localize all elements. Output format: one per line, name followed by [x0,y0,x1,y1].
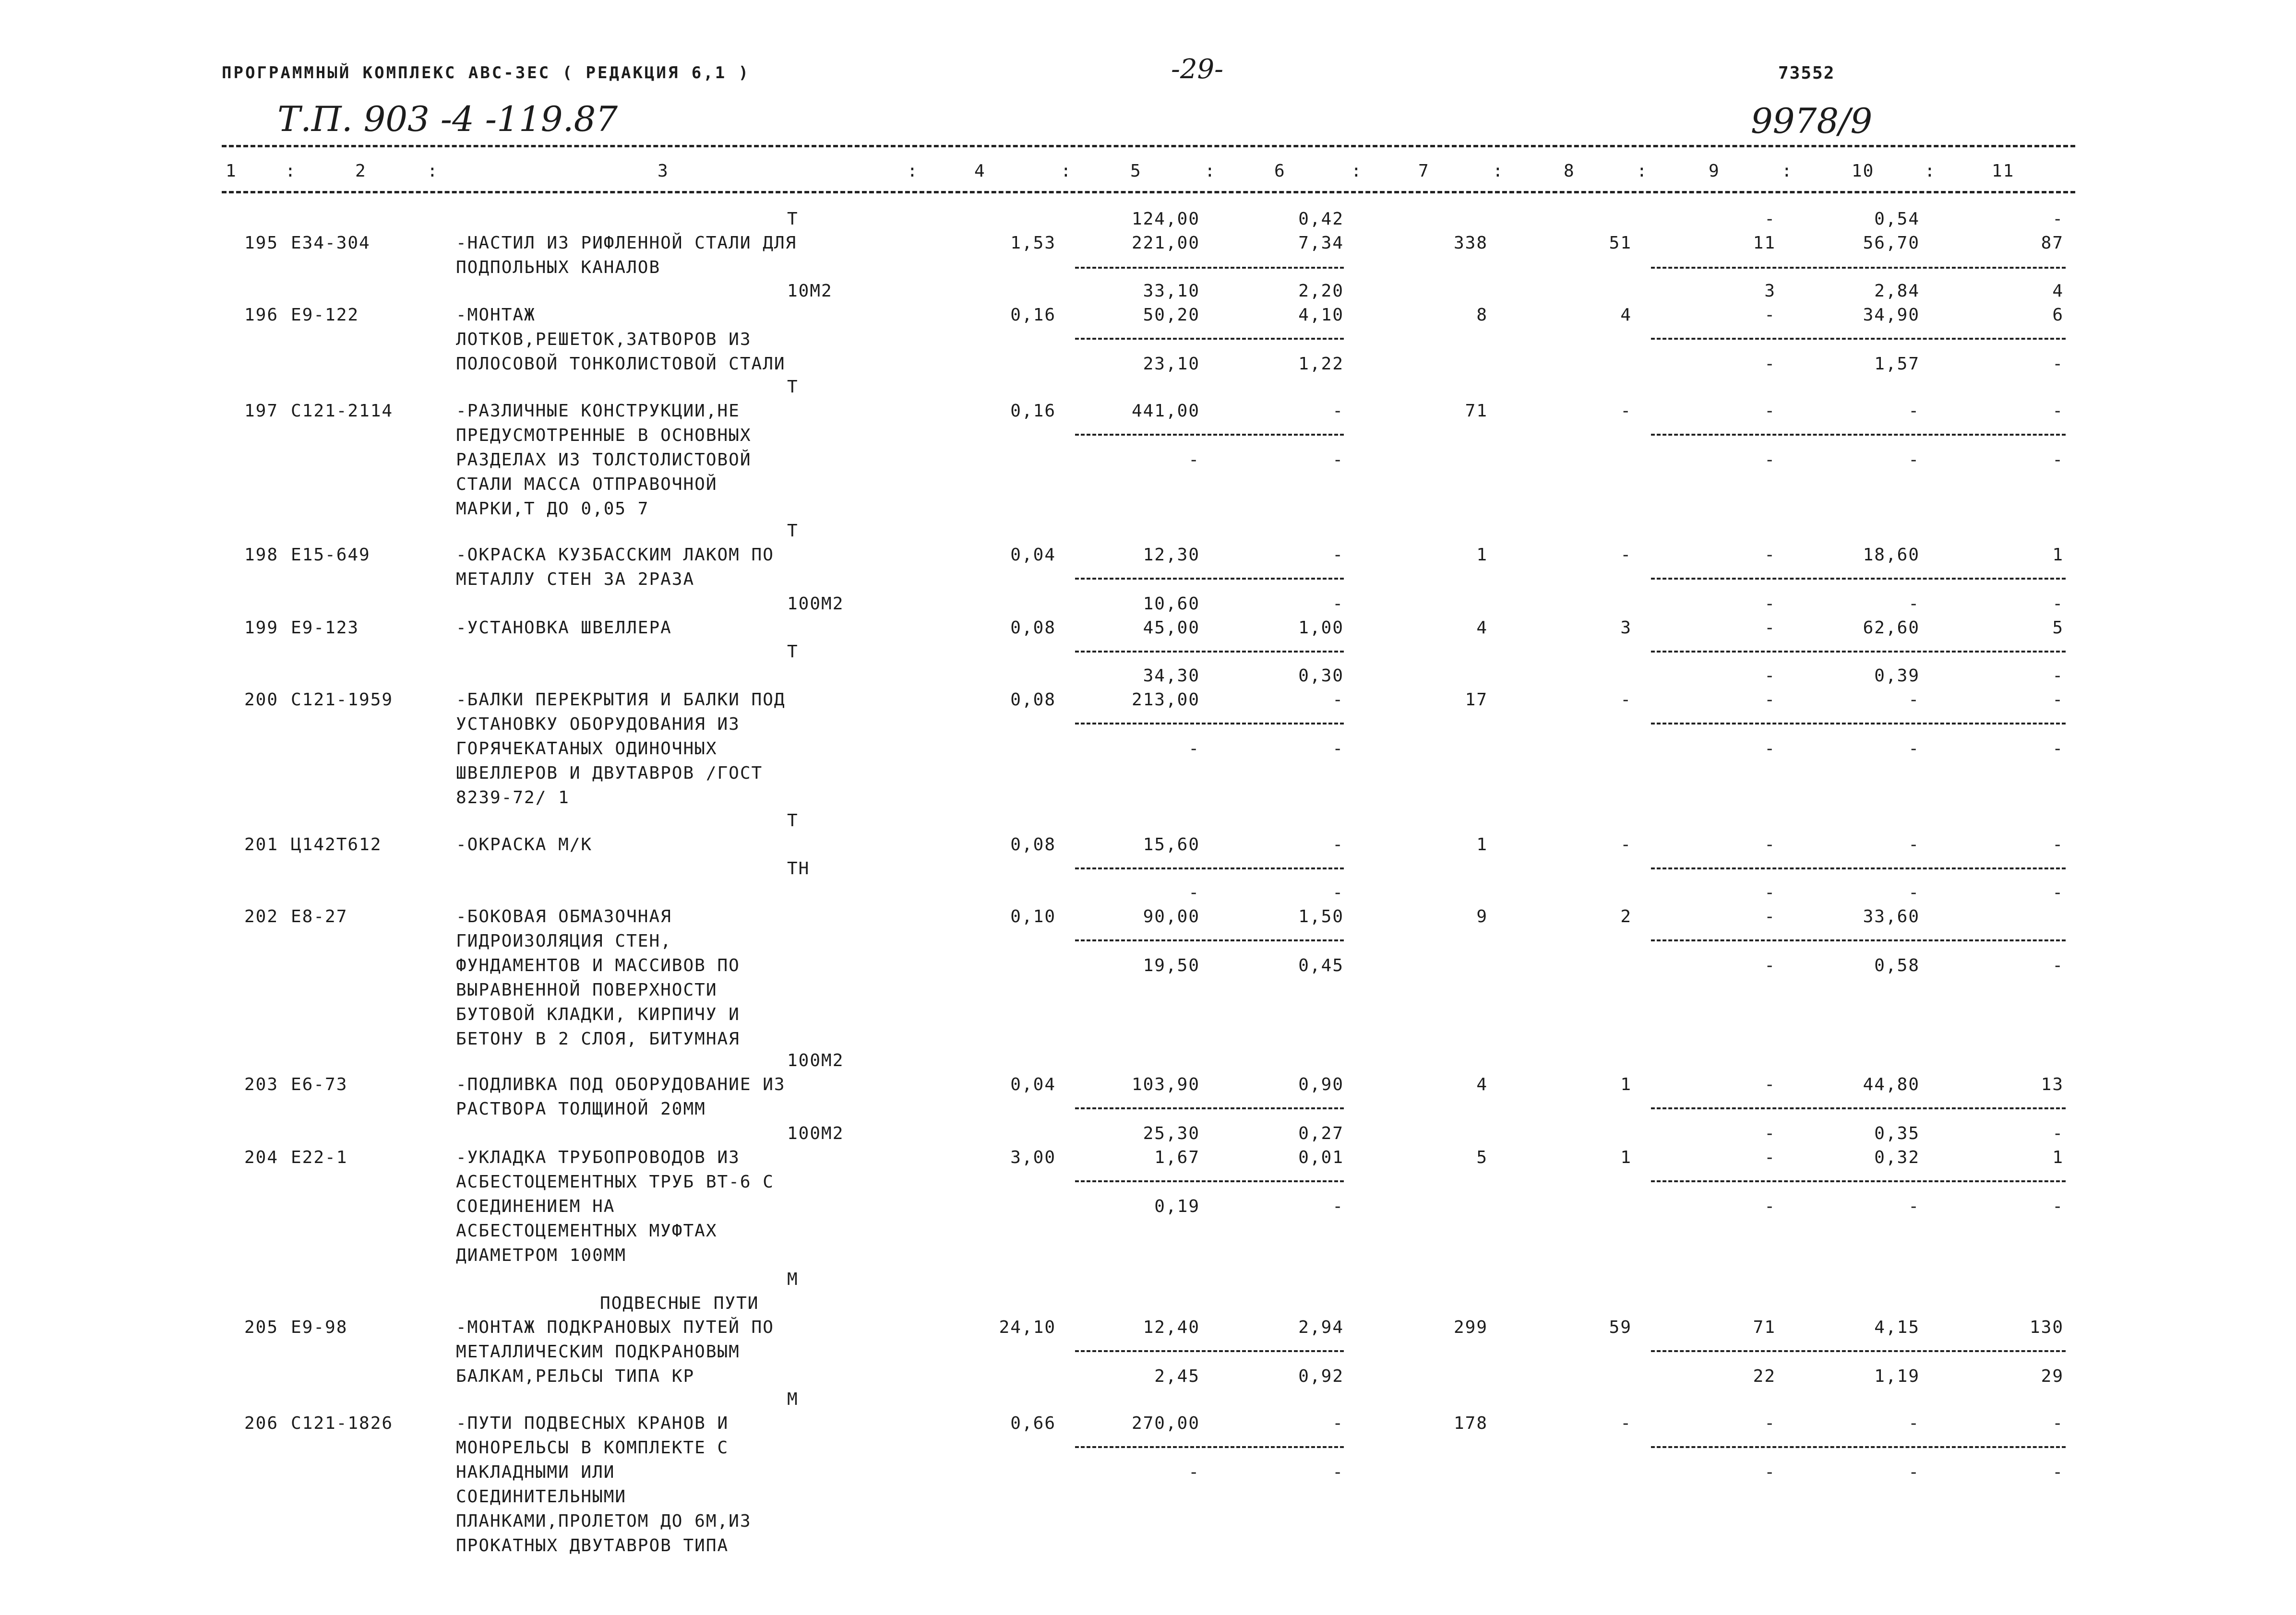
col-7-value: 299 [1453,1318,1488,1337]
subtotal-rule [1075,1180,1344,1182]
col-5-value: 45,00 [1143,618,1200,638]
col-5-value: 15,60 [1143,835,1200,855]
subtotal-rule [1075,1107,1344,1109]
col-10-value: - [1908,401,1920,421]
pre-col-11: - [2052,209,2064,229]
col-11-value: 87 [2041,233,2064,253]
subtotal-rule [1075,867,1344,869]
col-4: 4 [974,161,986,181]
sub-col-10: - [1908,450,1920,470]
sub-col-10: 1,19 [1874,1366,1920,1386]
row-desc-line: -МОНТАЖ ПОДКРАНОВЫХ ПУТЕЙ ПО [456,1318,774,1337]
col-5-value: 12,40 [1143,1318,1200,1337]
row-code: C121-1826 [291,1413,394,1433]
sub-col-6: - [1332,450,1344,470]
col-6-value: 7,34 [1298,233,1344,253]
sub-col-6: - [1332,1197,1344,1216]
sub-col-9: - [1764,883,1776,902]
row-desc-line: СТАЛИ МАССА ОТПРАВОЧНОЙ [456,475,718,494]
col-9-value: - [1764,1075,1776,1094]
sub-col-11: - [2052,883,2064,902]
sub-col-5: 23,10 [1143,354,1200,374]
pre-col-11: - [2052,594,2064,614]
col-7-value: 338 [1453,233,1488,253]
pre-col-11: - [2052,666,2064,686]
pre-col-9: - [1764,1124,1776,1143]
pre-col-5: 25,30 [1143,1124,1200,1143]
row-pre-unit: Т [787,642,799,662]
col-4-value: 0,04 [1010,1075,1056,1094]
row-desc-line: АСБЕСТОЦЕМЕНТНЫХ ТРУБ ВТ-6 С [456,1172,774,1192]
pre-col-11: - [2052,1124,2064,1143]
col-11-value: 130 [2029,1318,2064,1337]
col-sep: : [907,161,919,181]
pre-col-5: 33,10 [1143,281,1200,301]
pre-col-9: 3 [1764,281,1776,301]
col-5-value: 441,00 [1131,401,1200,421]
row-desc-line: ШВЕЛЛЕРОВ И ДВУТАВРОВ /ГОСТ [456,763,763,783]
row-desc-line: ПРОКАТНЫХ ДВУТАВРОВ ТИПА [456,1536,729,1556]
row-desc-line: ФУНДАМЕНТОВ И МАССИВОВ ПО [456,956,740,975]
row-code: E34-304 [291,233,371,253]
pre-col-10: - [1908,594,1920,614]
col-7-value: 17 [1465,690,1488,710]
sub-col-6: 1,22 [1298,354,1344,374]
col-5-value: 50,20 [1143,305,1200,325]
row-pre-unit: Т [787,811,799,831]
col-sep: : [1061,161,1072,181]
row-desc-line: СОЕДИНИТЕЛЬНЫМИ [456,1487,627,1507]
col-9-value: - [1764,835,1776,855]
col-10-value: 0,32 [1874,1148,1920,1167]
row-desc-line: 8239-72/ 1 [456,788,570,808]
row-post-unit: ТН [787,859,810,879]
row-code: E9-122 [291,305,359,325]
subtotal-rule [1075,267,1344,269]
pre-col-9: - [1764,666,1776,686]
sub-col-11: - [2052,956,2064,975]
pre-col-6: - [1332,594,1344,614]
row-pre-unit: М [787,1270,799,1289]
col-8-value: 59 [1609,1318,1632,1337]
sub-col-5: - [1188,883,1200,902]
row-desc-line: БУТОВОЙ КЛАДКИ, КИРПИЧУ И [456,1005,740,1024]
sub-col-6: - [1332,739,1344,759]
row-desc-line: СОЕДИНЕНИЕМ НА [456,1197,615,1216]
sub-col-11: - [2052,354,2064,374]
col-4-value: 1,53 [1010,233,1056,253]
archive-number: 9978/9 [1751,101,1873,141]
col-6-value: 1,00 [1298,618,1344,638]
col-4-value: 0,08 [1010,835,1056,855]
sub-col-9: - [1764,450,1776,470]
col-11-value: 1 [2052,1148,2064,1167]
col-10: 10 [1852,161,1875,181]
col-7: 7 [1418,161,1430,181]
row-desc-line: -РАЗЛИЧНЫЕ КОНСТРУКЦИИ,НЕ [456,401,740,421]
row-number: 206 [244,1413,278,1433]
col-9-value: - [1764,907,1776,926]
row-code: E9-123 [291,618,359,638]
row-desc-line: -БАЛКИ ПЕРЕКРЫТИЯ И БАЛКИ ПОД [456,690,786,710]
row-desc-line: ПОДПОЛЬНЫХ КАНАЛОВ [456,258,661,277]
col-8-value: - [1620,401,1632,421]
col-6-value: - [1332,690,1344,710]
col-10-value: 62,60 [1863,618,1920,638]
col-8-value: - [1620,1413,1632,1433]
col-1: 1 [226,161,237,181]
row-desc-line: -ПОДЛИВКА ПОД ОБОРУДОВАНИЕ ИЗ [456,1075,786,1094]
sub-col-6: - [1332,1462,1344,1482]
subtotal-rule [1651,1180,2066,1182]
col-5-value: 270,00 [1131,1413,1200,1433]
col-6-value: 2,94 [1298,1318,1344,1337]
subtotal-rule [1651,578,2066,580]
col-9-value: - [1764,618,1776,638]
row-desc-line: ГИДРОИЗОЛЯЦИЯ СТЕН, [456,931,672,951]
row-pre-unit: 100М2 [787,1051,844,1070]
row-pre-unit: Т [787,209,799,229]
pre-col-5: 124,00 [1131,209,1200,229]
table-top-rule [222,145,2075,147]
col-9-value: - [1764,401,1776,421]
row-desc-line: БЕТОНУ В 2 СЛОЯ, БИТУМНАЯ [456,1029,740,1049]
pre-col-9: - [1764,594,1776,614]
col-sep: : [1351,161,1363,181]
col-sep: : [1205,161,1216,181]
sub-col-11: - [2052,1197,2064,1216]
subtotal-rule [1651,867,2066,869]
row-code: E6-73 [291,1075,348,1094]
row-number: 203 [244,1075,278,1094]
col-5-value: 90,00 [1143,907,1200,926]
sub-col-10: 0,58 [1874,956,1920,975]
subtotal-rule [1651,434,2066,436]
col-8-value: - [1620,545,1632,565]
sub-col-9: 22 [1753,1366,1776,1386]
col-6-value: - [1332,835,1344,855]
row-desc-line: ПЛАНКАМИ,ПРОЛЕТОМ ДО 6М,ИЗ [456,1511,752,1531]
row-desc-line: МАРКИ,Т ДО 0,05 7 [456,499,649,519]
row-number: 200 [244,690,278,710]
col-4-value: 0,16 [1010,305,1056,325]
col-10-value: - [1908,835,1920,855]
row-desc-line: -ОКРАСКА КУЗБАССКИМ ЛАКОМ ПО [456,545,774,565]
subtotal-rule [1651,651,2066,653]
pre-col-10: 0,35 [1874,1124,1920,1143]
col-4-value: 0,16 [1010,401,1056,421]
col-5-value: 221,00 [1131,233,1200,253]
col-7-value: 5 [1476,1148,1488,1167]
col-10-value: 33,60 [1863,907,1920,926]
section-title: ПОДВЕСНЫЕ ПУТИ [600,1294,759,1313]
col-5-value: 12,30 [1143,545,1200,565]
subtotal-rule [1651,1107,2066,1109]
subtotal-rule [1651,267,2066,269]
sub-col-9: - [1764,1462,1776,1482]
sub-col-5: - [1188,739,1200,759]
pre-col-11: 4 [2052,281,2064,301]
col-10-value: 44,80 [1863,1075,1920,1094]
subtotal-rule [1651,1446,2066,1448]
col-11-value: 6 [2052,305,2064,325]
sub-col-6: - [1332,883,1344,902]
col-9-value: - [1764,545,1776,565]
row-pre-unit: Т [787,521,799,541]
sub-col-6: 0,45 [1298,956,1344,975]
col-10-value: 34,90 [1863,305,1920,325]
row-number: 204 [244,1148,278,1167]
row-code: Ц142Т612 [291,835,382,855]
row-desc-line: -НАСТИЛ ИЗ РИФЛЕННОЙ СТАЛИ ДЛЯ [456,233,797,253]
row-desc-line: РАСТВОРА ТОЛЩИНОЙ 20ММ [456,1099,706,1119]
row-number: 197 [244,401,278,421]
row-number: 198 [244,545,278,565]
sub-col-10: - [1908,739,1920,759]
row-desc-line: ГОРЯЧЕКАТАНЫХ ОДИНОЧНЫХ [456,739,718,759]
subtotal-rule [1651,723,2066,724]
subtotal-rule [1075,338,1344,340]
col-4-value: 24,10 [999,1318,1056,1337]
col-3: 3 [658,161,669,181]
col-10-value: - [1908,690,1920,710]
sub-col-9: - [1764,739,1776,759]
subtotal-rule [1075,578,1344,580]
col-2: 2 [355,161,367,181]
col-7-value: 1 [1476,545,1488,565]
row-desc-line: ЛОТКОВ,РЕШЕТОК,ЗАТВОРОВ ИЗ [456,330,752,349]
row-pre-unit: 10М2 [787,281,833,301]
tp-number: Т.П. 903 -4 -119.87 [277,99,618,139]
row-number: 205 [244,1318,278,1337]
sub-col-9: - [1764,956,1776,975]
col-6-value: 1,50 [1298,907,1344,926]
col-9-value: - [1764,305,1776,325]
sub-col-11: - [2052,1462,2064,1482]
pre-col-6: 0,27 [1298,1124,1344,1143]
row-code: E22-1 [291,1148,348,1167]
row-code: C121-1959 [291,690,394,710]
pre-col-10: 2,84 [1874,281,1920,301]
col-8-value: - [1620,690,1632,710]
col-8-value: 1 [1620,1075,1632,1094]
col-6-value: 0,90 [1298,1075,1344,1094]
col-7-value: 4 [1476,618,1488,638]
col-8-value: 3 [1620,618,1632,638]
row-pre-unit: 100М2 [787,1124,844,1143]
col-11-value: 13 [2041,1075,2064,1094]
col-10-value: 18,60 [1863,545,1920,565]
col-6-value: - [1332,1413,1344,1433]
col-6-value: - [1332,545,1344,565]
sub-col-5: 0,19 [1154,1197,1200,1216]
row-desc-line: -ПУТИ ПОДВЕСНЫХ КРАНОВ И [456,1413,729,1433]
sub-col-10: 1,57 [1874,354,1920,374]
subtotal-rule [1075,1350,1344,1352]
sub-col-11: - [2052,450,2064,470]
col-5-value: 213,00 [1131,690,1200,710]
row-pre-unit: М [787,1389,799,1409]
row-pre-unit: 100М2 [787,594,844,614]
row-desc-line: -УСТАНОВКА ШВЕЛЛЕРА [456,618,672,638]
row-desc-line: УСТАНОВКУ ОБОРУДОВАНИЯ ИЗ [456,714,740,734]
pre-col-6: 0,30 [1298,666,1344,686]
sub-col-5: - [1188,450,1200,470]
row-pre-unit: Т [787,377,799,397]
pre-col-10: 0,54 [1874,209,1920,229]
col-4-value: 0,66 [1010,1413,1056,1433]
row-desc-line: -УКЛАДКА ТРУБОПРОВОДОВ ИЗ [456,1148,740,1167]
col-9-value: - [1764,690,1776,710]
col-4-value: 3,00 [1010,1148,1056,1167]
col-10-value: - [1908,1413,1920,1433]
col-5-value: 1,67 [1154,1148,1200,1167]
table-header-rule [222,191,2075,193]
col-8-value: 2 [1620,907,1632,926]
col-11-value: 5 [2052,618,2064,638]
pre-col-6: 2,20 [1298,281,1344,301]
row-code: E9-98 [291,1318,348,1337]
row-desc-line: МЕТАЛЛИЧЕСКИМ ПОДКРАНОВЫМ [456,1342,740,1362]
col-4-value: 0,08 [1010,690,1056,710]
col-8-value: 51 [1609,233,1632,253]
subtotal-rule [1651,1350,2066,1352]
col-sep: : [1925,161,1936,181]
col-11-value: 1 [2052,545,2064,565]
row-code: E15-649 [291,545,371,565]
col-11-value: - [2052,835,2064,855]
col-7-value: 9 [1476,907,1488,926]
row-desc-line: ПОЛОСОВОЙ ТОНКОЛИСТОВОЙ СТАЛИ [456,354,786,374]
col-6-value: 4,10 [1298,305,1344,325]
col-7-value: 1 [1476,835,1488,855]
col-9-value: - [1764,1148,1776,1167]
col-7-value: 4 [1476,1075,1488,1094]
col-sep: : [1493,161,1504,181]
col-11: 11 [1992,161,2015,181]
row-number: 199 [244,618,278,638]
col-5-value: 103,90 [1131,1075,1200,1094]
pre-col-5: 10,60 [1143,594,1200,614]
col-sep: : [285,161,297,181]
row-number: 201 [244,835,278,855]
col-8-value: 1 [1620,1148,1632,1167]
row-desc-line: -МОНТАЖ [456,305,536,325]
col-4-value: 0,10 [1010,907,1056,926]
row-desc-line: ДИАМЕТРОМ 100ММ [456,1246,627,1265]
col-5: 5 [1130,161,1142,181]
col-7-value: 178 [1453,1413,1488,1433]
program-header: ПРОГРАММНЫЙ КОМПЛЕКС АВС-ЗЕС ( РЕДАКЦИЯ 6,1 ) [222,63,751,83]
sub-col-11: 29 [2041,1366,2064,1386]
col-11-value: - [2052,690,2064,710]
col-8-value: 4 [1620,305,1632,325]
col-4-value: 0,04 [1010,545,1056,565]
col-9-value: 11 [1753,233,1776,253]
col-10-value: 4,15 [1874,1318,1920,1337]
row-desc-line: БАЛКАМ,РЕЛЬСЫ ТИПА КР [456,1366,695,1386]
page-number: -29- [1171,54,1224,85]
subtotal-rule [1651,338,2066,340]
sub-col-9: - [1764,354,1776,374]
col-11-value: - [2052,1413,2064,1433]
col-6-value: - [1332,401,1344,421]
col-sep: : [427,161,439,181]
row-code: C121-2114 [291,401,394,421]
col-7-value: 8 [1476,305,1488,325]
row-desc-line: ВЫРАВНЕННОЙ ПОВЕРХНОСТИ [456,980,718,1000]
sub-col-5: 19,50 [1143,956,1200,975]
row-desc-line: НАКЛАДНЫМИ ИЛИ [456,1462,615,1482]
subtotal-rule [1075,434,1344,436]
col-9-value: - [1764,1413,1776,1433]
col-sep: : [1782,161,1793,181]
col-sep: : [1637,161,1648,181]
col-8: 8 [1564,161,1575,181]
sub-col-10: - [1908,1462,1920,1482]
row-desc-line: МЕТАЛЛУ СТЕН ЗА 2РАЗА [456,570,695,589]
subtotal-rule [1075,723,1344,724]
subtotal-rule [1075,1446,1344,1448]
row-number: 195 [244,233,278,253]
col-7-value: 71 [1465,401,1488,421]
row-desc-line: ПРЕДУСМОТРЕННЫЕ В ОСНОВНЫХ [456,426,752,445]
row-desc-line: РАЗДЕЛАХ ИЗ ТОЛСТОЛИСТОВОЙ [456,450,752,470]
row-desc-line: -БОКОВАЯ ОБМАЗОЧНАЯ [456,907,672,926]
row-code: E8-27 [291,907,348,926]
sub-col-11: - [2052,739,2064,759]
col-8-value: - [1620,835,1632,855]
subtotal-rule [1075,651,1344,653]
pre-col-5: 34,30 [1143,666,1200,686]
sub-col-10: - [1908,1197,1920,1216]
row-desc-line: -ОКРАСКА М/К [456,835,593,855]
subtotal-rule [1651,939,2066,941]
col-9-value: 71 [1753,1318,1776,1337]
row-number: 202 [244,907,278,926]
sub-col-9: - [1764,1197,1776,1216]
col-6: 6 [1274,161,1286,181]
pre-col-10: 0,39 [1874,666,1920,686]
row-desc-line: МОНОРЕЛЬСЫ В КОМПЛЕКТЕ С [456,1438,729,1458]
sub-col-5: 2,45 [1154,1366,1200,1386]
sub-col-6: 0,92 [1298,1366,1344,1386]
sub-col-10: - [1908,883,1920,902]
col-11-value: - [2052,401,2064,421]
col-10-value: 56,70 [1863,233,1920,253]
row-number: 196 [244,305,278,325]
col-6-value: 0,01 [1298,1148,1344,1167]
sub-col-5: - [1188,1462,1200,1482]
col-4-value: 0,08 [1010,618,1056,638]
document-code: 73552 [1778,63,1835,83]
subtotal-rule [1075,939,1344,941]
pre-col-9: - [1764,209,1776,229]
pre-col-6: 0,42 [1298,209,1344,229]
row-desc-line: АСБЕСТОЦЕМЕНТНЫХ МУФТАХ [456,1221,718,1241]
col-9: 9 [1709,161,1720,181]
